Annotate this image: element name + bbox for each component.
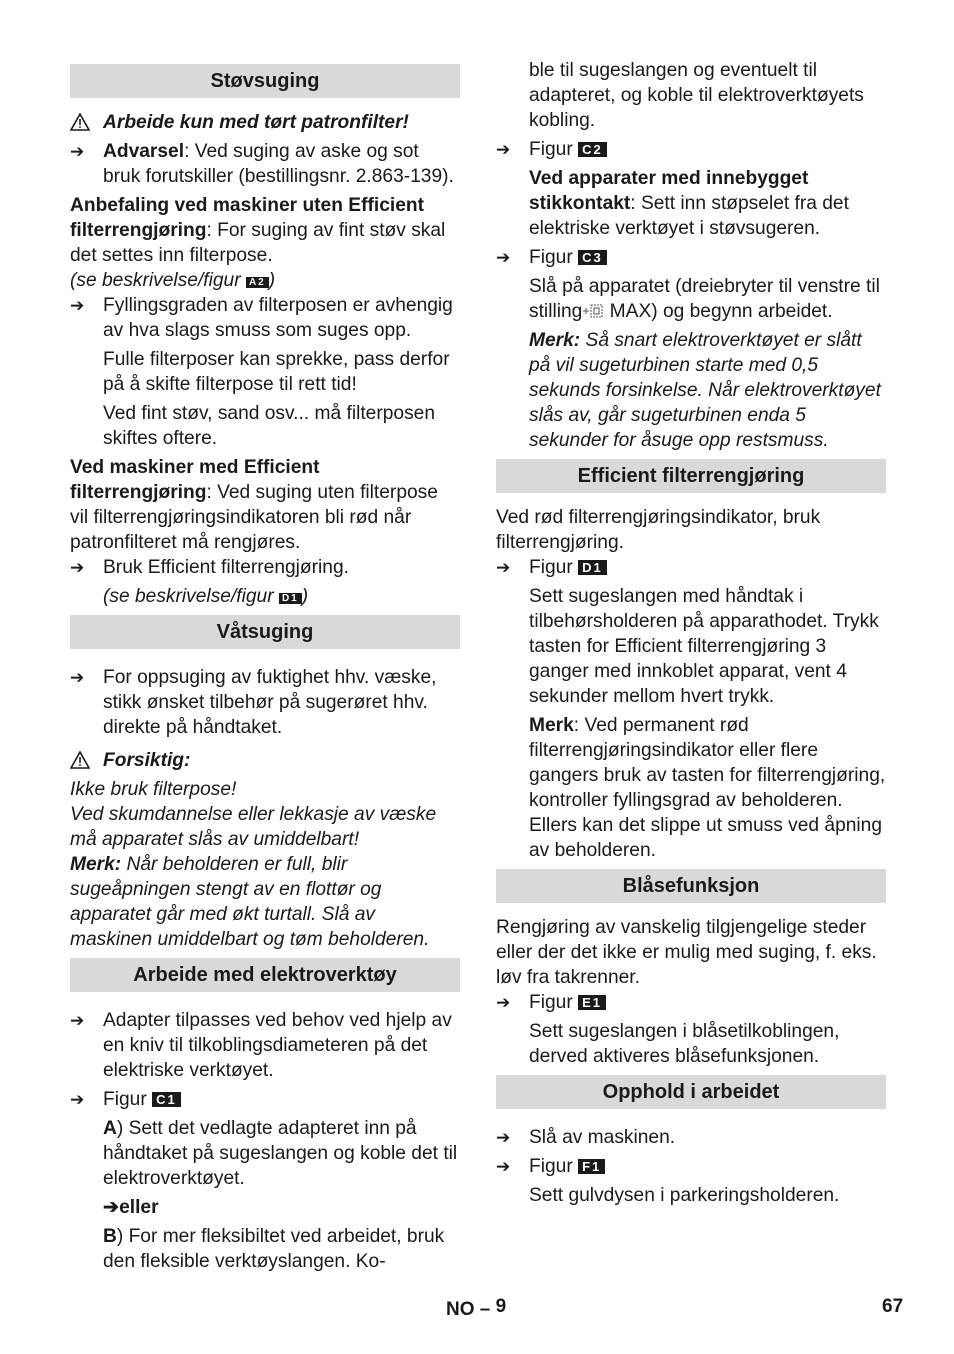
paragraph-efficient: Ved maskiner med Efficient filterrengjøring: Ved suging uten filterpose vil filterrengjøringsindikatoren bli rød når patronfilteret må rengjøres.: [70, 457, 438, 553]
bullet-bruk-efficient: ➔ Bruk Efficient filterrengjøring.: [70, 555, 460, 580]
figure-badge: C3: [578, 250, 607, 265]
figure-badge: D1: [578, 560, 607, 575]
figure-badge: A2: [246, 277, 269, 288]
figure-line: ➔ Figur E1: [496, 990, 886, 1015]
figure-line: ➔ Figur D1: [496, 555, 886, 580]
arrow-icon: ➔: [103, 1197, 120, 1218]
footer-local-page: NO – 9: [446, 1296, 507, 1320]
caution-line: Forsiktig:: [70, 748, 460, 773]
warning-line: Arbeide kun med tørt patronfilter!: [70, 110, 460, 135]
footer-page-number: 67: [882, 1296, 904, 1317]
figure-line: ➔ Figur F1: [496, 1154, 886, 1179]
left-column: Støvsuging Arbeide kun med tørt patronfilter! ➔ Advarsel: Ved suging av aske og sot bruk forutskiller (bestillingsnr. 2.863-139). Anbefaling ved maskiner uten Efficient filterrengjøring: For suging av fint støv skal det settes inn filterpose. (se beskrivelse/figur A2 ) ➔ Fyllingsgraden av filterposen er avhengig av hva slags smuss som suges opp. Fulle filterposer kan sprekke, pass derfor på å skifte filterpose til rett tid! Ved fint støv, sand osv... må filterposen skiftes oftere. Ved maskiner med Efficient filterrengjøring: Ved suging uten filterpose vil filterrengjøringsindikatoren bli rød når patronfilteret må rengjøres. ➔ Bruk Efficient filterrengjøring. (se beskrivelse/figur D1 ) Våtsuging ➔ For oppsuging av fuktighet hhv. væske, stikk ønsket tilbehør på sugerøret hhv. direkte på håndtaket. Forsiktig: Ikke bruk filterpose! Ved skumdannelse eller lekkasje av væske må apparatet slås av umiddelbart! Merk: Når beholderen er full, blir sugeåpningen stengt av en flottør og apparatet går med økt turtall. Slå av maskinen umiddelbart og tøm beholderen. Arbeide med elektroverktøy ➔ Adapter tilpasses ved behov ved hjelp av en kniv til tilkoblingsdiameteren på det elektriske verktøyet. ➔ Figur C1 A) Sett det vedlagte adapteret inn på håndtaket på sugeslangen og koble det til elektroverktøyet. ➔eller B) For mer fleksibiltet ved arbeidet, bruk den fleksible verktøyslangen. Ko-: [70, 58, 460, 1274]
bullet-fyllingsgrad: ➔ Fyllingsgraden av filterposen er avhengig av hva slags smuss som suges opp.: [70, 293, 460, 343]
figure-line: ➔ Figur C3: [496, 245, 886, 270]
warning-icon: [70, 113, 90, 131]
warning-icon: [70, 751, 90, 769]
plug-socket-icon: [582, 303, 604, 319]
figure-badge: D1: [279, 593, 302, 604]
figure-badge: F1: [578, 1159, 605, 1174]
figure-line: ➔ Figur C1: [70, 1087, 460, 1112]
right-column: ble til sugeslangen og eventuelt til adapteret, og koble til elektroverktøyets kobling. ➔ Figur C2 Ved apparater med innebygget stikkontakt: Sett inn støpselet fra det elektriske verktøyet i støvsugeren. ➔ Figur C3 Slå på apparatet (dreiebryter til venstre til stilling MAX) og begynn arbeidet. Merk: Så snart elektroverktøyet er slått på vil sugeturbinen starte med 0,5 sekunds forsinkelse. Når elektroverktøyet slås av, går sugeturbinen enda 5 sekunder for åsuge opp restsmuss. Efficient filterrengjøring Ved rød filterrengjøringsindikator, bruk filterrengjøring. ➔ Figur D1 Sett sugeslangen med håndtak i tilbehørsholderen på apparathodet. Trykk tasten for Efficient filterrengjøring 3 ganger med innkoblet apparat, vent 4 sekunder mellom hvert trykk. Merk: Ved permanent rød filterrengjøringsindikator eller flere gangers bruk av tasten for filterrengjøring, kontroller fyllingsgrad av beholderen. Ellers kan det slippe ut smuss ved åpning av beholderen. Blåsefunksjon Rengjøring av vanskelig tilgjengelige steder eller der det ikke er mulig med suging, f. eks. løv fra takrenner. ➔ Figur E1 Sett sugeslangen i blåsetilkoblingen, derved aktiveres blåsefunksjonen. Opphold i arbeidet ➔ Slå av maskinen. ➔ Figur F1 Sett gulvdysen i parkeringsholderen.: [496, 58, 886, 1208]
bullet-advarsel: ➔ Advarsel: Ved suging av aske og sot bruk forutskiller (bestillingsnr. 2.863-139).: [70, 139, 460, 189]
or-line: ➔eller: [103, 1197, 159, 1218]
figure-reference: (se beskrivelse/figur D1 ): [103, 586, 309, 607]
figure-reference: (se beskrivelse/figur A2 ): [70, 270, 276, 291]
section-heading-vatsuging: Våtsuging: [70, 615, 460, 649]
section-heading-efficient: Efficient filterrengjøring: [496, 459, 886, 493]
section-heading-opphold: Opphold i arbeidet: [496, 1075, 886, 1109]
bullet-oppsuging: ➔ For oppsuging av fuktighet hhv. væske, stikk ønsket tilbehør på sugerøret hhv. direkte på håndtaket.: [70, 665, 460, 740]
section-heading-elektroverktoy: Arbeide med elektroverktøy: [70, 958, 460, 992]
section-heading-blasefunksjon: Blåsefunksjon: [496, 869, 886, 903]
figure-badge: C1: [152, 1092, 181, 1107]
section-heading-stovsuging: Støvsuging: [70, 64, 460, 98]
figure-badge: C2: [578, 142, 607, 157]
paragraph-anbefaling: Anbefaling ved maskiner uten Efficient filterrengjøring: For suging av fint støv skal det settes inn filterpose.: [70, 195, 446, 266]
bullet-adapter: ➔ Adapter tilpasses ved behov ved hjelp av en kniv til tilkoblingsdiameteren på det elektriske verktøyet.: [70, 1008, 460, 1083]
figure-line: ➔ Figur C2: [496, 137, 886, 162]
figure-badge: E1: [578, 995, 606, 1010]
